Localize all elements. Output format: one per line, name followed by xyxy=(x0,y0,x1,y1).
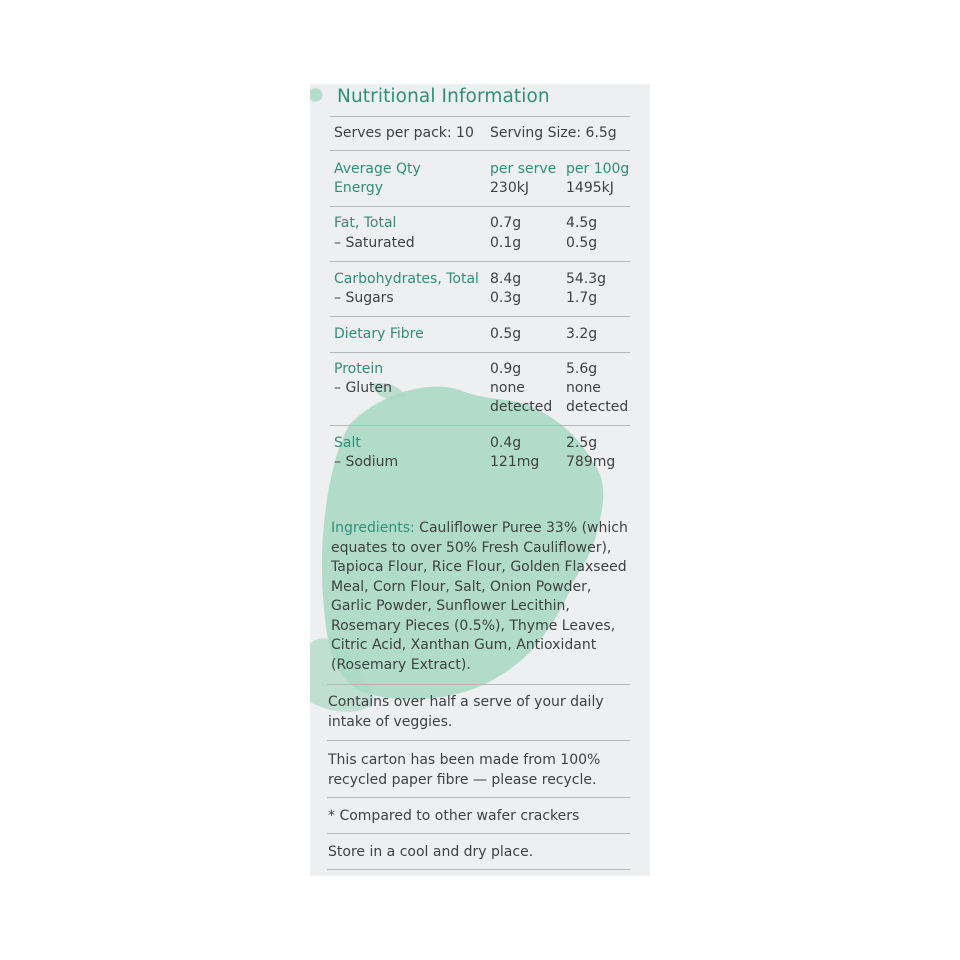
row-label: Carbohydrates, Total xyxy=(334,271,479,287)
row-per-100g: 789mg xyxy=(566,454,616,470)
divider xyxy=(330,425,630,426)
row-per-100g: detected xyxy=(566,399,629,415)
row-per-serve: 0.7g xyxy=(490,215,522,231)
row-per-100g: 5.6g xyxy=(566,361,598,377)
header-per-100g: per 100g xyxy=(566,161,630,177)
divider xyxy=(330,206,630,207)
nutrition-panel xyxy=(310,84,650,876)
divider xyxy=(330,352,630,353)
nutrition-title: Nutritional Information xyxy=(337,86,550,107)
row-per-100g: 54.3g xyxy=(566,271,607,287)
row-per-serve: detected xyxy=(490,399,553,415)
row-label: Dietary Fibre xyxy=(334,326,424,342)
row-label: – Sodium xyxy=(334,454,399,470)
ingredients-label: Ingredients: xyxy=(331,520,415,536)
row-label: – Sugars xyxy=(334,290,394,306)
header-per-serve: per serve xyxy=(490,161,557,177)
comparison-footnote: * Compared to other wafer crackers xyxy=(328,808,580,824)
row-per-100g: 3.2g xyxy=(566,326,598,342)
divider xyxy=(330,150,630,151)
row-per-serve: 8.4g xyxy=(490,271,522,287)
divider xyxy=(327,740,630,741)
divider xyxy=(327,833,630,834)
row-per-100g: 2.5g xyxy=(566,435,598,451)
row-per-serve: 0.5g xyxy=(490,326,522,342)
divider xyxy=(330,316,630,317)
recycle-note: This carton has been made from 100% recycled paper fibre — please recycle. xyxy=(328,752,601,788)
row-label: – Gluten xyxy=(334,380,393,396)
divider xyxy=(330,116,630,117)
divider xyxy=(330,261,630,262)
row-label: Protein xyxy=(334,361,384,377)
divider xyxy=(327,797,630,798)
serving-size: Serving Size: 6.5g xyxy=(490,125,617,141)
ingredients-text: Cauliflower Puree 33% (which equates to over 50% Fresh Cauliflower), Tapioca Flour, Rice Flour, Golden Flaxseed Meal, Corn Flour, Salt, Onion Powder, Garlic Powder, Sunflower Lecithin, Rosemary Pieces (0.5%), Thyme Leaves, Citric Acid, Xanthan Gum, Antioxidant (Rosemary Extract). xyxy=(331,520,628,673)
row-label: Salt xyxy=(334,435,361,451)
row-per-100g: none xyxy=(566,380,601,396)
row-per-100g: 1.7g xyxy=(566,290,598,306)
row-per-100g: 1495kJ xyxy=(566,180,614,196)
row-per-serve: 0.3g xyxy=(490,290,522,306)
row-per-serve: 0.9g xyxy=(490,361,522,377)
row-per-serve: 0.4g xyxy=(490,435,522,451)
header-average-qty: Average Qty xyxy=(334,161,421,177)
divider xyxy=(327,684,630,685)
row-per-100g: 0.5g xyxy=(566,235,598,251)
row-per-100g: 4.5g xyxy=(566,215,598,231)
row-per-serve: none xyxy=(490,380,525,396)
row-label: – Saturated xyxy=(334,235,415,251)
storage-note: Store in a cool and dry place. xyxy=(328,844,534,860)
row-label: Energy xyxy=(334,180,384,196)
serves-per-pack: Serves per pack: 10 xyxy=(334,125,474,141)
row-label: Fat, Total xyxy=(334,215,397,231)
divider xyxy=(327,869,630,870)
row-per-serve: 121mg xyxy=(490,454,540,470)
row-per-serve: 0.1g xyxy=(490,235,522,251)
veggie-note: Contains over half a serve of your daily intake of veggies. xyxy=(328,694,604,730)
row-per-serve: 230kJ xyxy=(490,180,529,196)
ingredients-paragraph xyxy=(331,519,631,675)
